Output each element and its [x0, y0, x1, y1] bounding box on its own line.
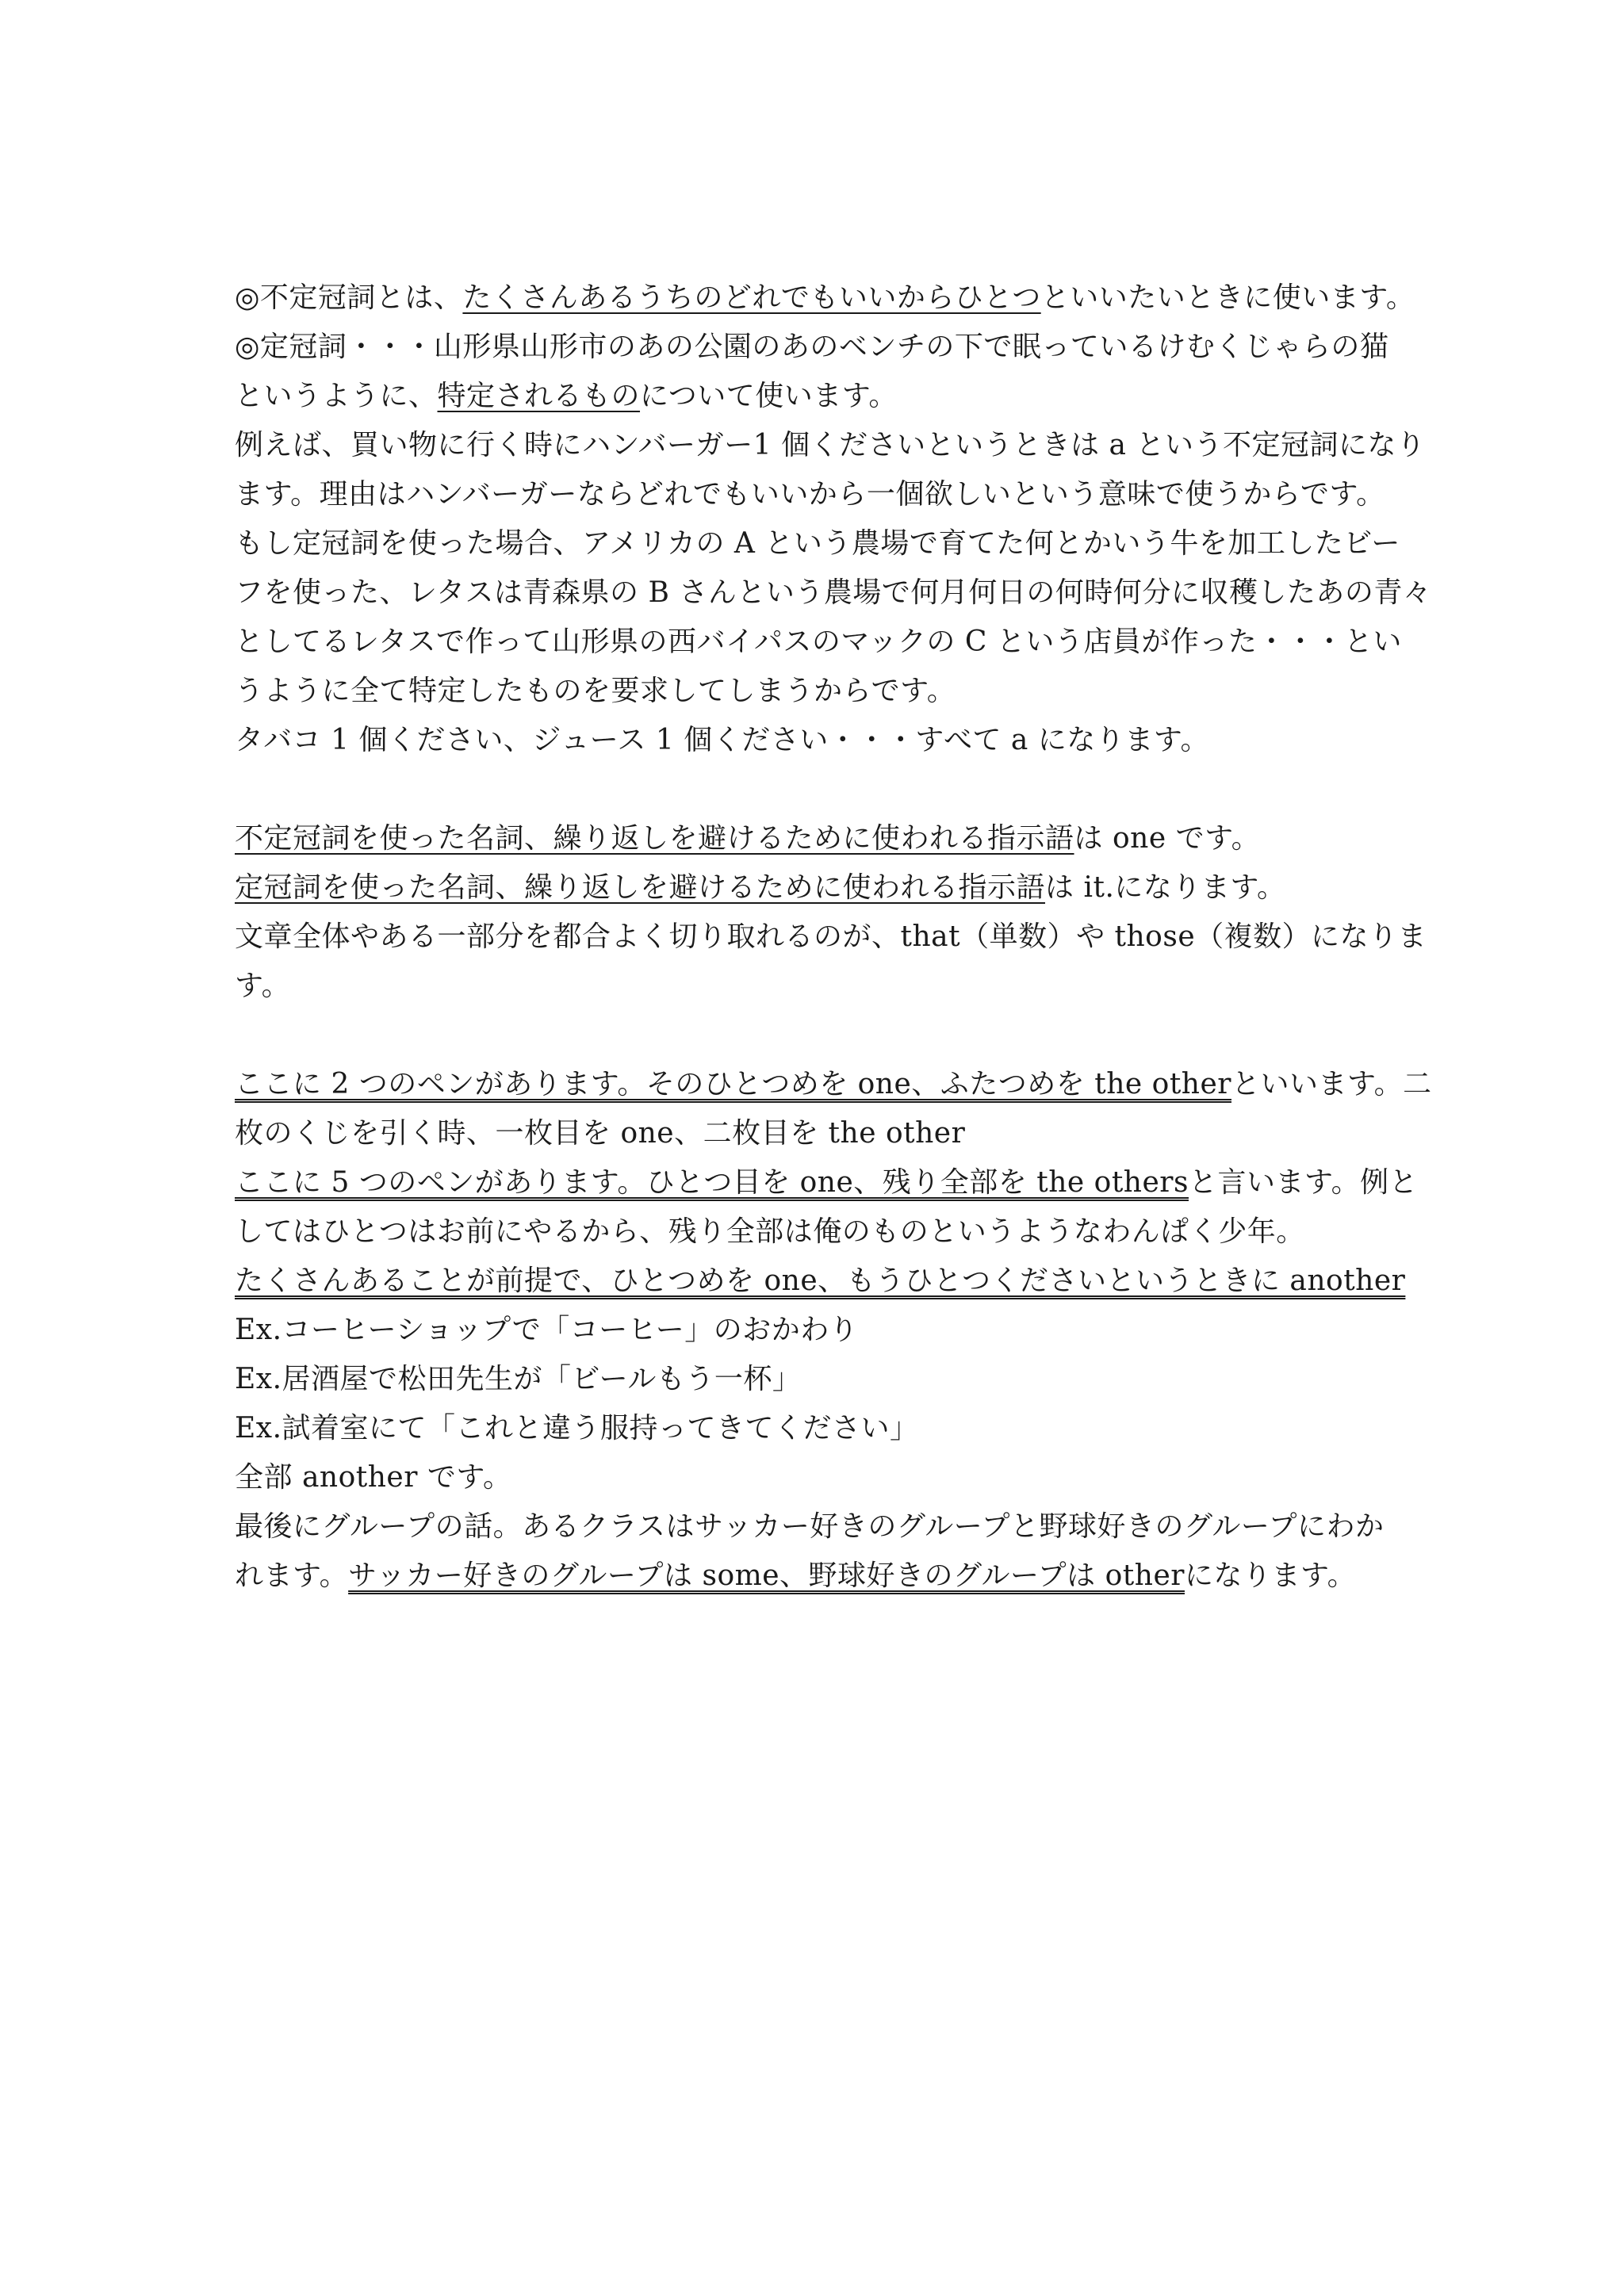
text-line [235, 372, 1408, 421]
text-segment: は it.になります。 [1045, 871, 1286, 904]
underlined-text: 特定されるもの [437, 380, 641, 412]
blank-line [235, 765, 1408, 814]
text-segment: 文章全体やある一部分を都合よく切り取れるのが、that（単数）や those（複数）になりま [235, 920, 1427, 953]
double-underlined-text: サッカー好きのグループは some、野球好きのグループは other [348, 1559, 1185, 1592]
text-line [235, 962, 1408, 1011]
text-line [235, 618, 1408, 667]
text-line [235, 863, 1408, 913]
text-line [235, 913, 1427, 962]
text-segment: といいます。二 [1231, 1068, 1432, 1100]
text-line [235, 323, 1408, 372]
text-segment: ます。理由はハンバーガーならどれでもいいから一個欲しいという意味で使うからです。 [235, 478, 1385, 511]
underlined-text: 定冠詞を使った名詞、繰り返しを避けるために使われる指示語 [235, 871, 1046, 904]
text-line [235, 667, 1408, 716]
text-line [235, 1060, 1432, 1109]
text-segment: 最後にグループの話。あるクラスはサッカー好きのグループと野球好きのグループにわか [235, 1510, 1385, 1543]
text-segment: ◎定冠詞・・・山形県山形市のあの公園のあのベンチの下で眠っているけむくじゃらの猫 [235, 331, 1389, 363]
text-segment: タバコ 1 個ください、ジュース 1 個ください・・・すべて a になります。 [235, 724, 1209, 756]
text-line [235, 1502, 1408, 1552]
blank-line [235, 1011, 1408, 1060]
text-segment: ◎不定冠詞とは、 [235, 281, 463, 314]
double-underlined-text: ここに 2 つのペンがあります。そのひとつめを one、ふたつめを the other [235, 1068, 1231, 1100]
text-segment: Ex.コーヒーショップで「コーヒー」のおかわり [235, 1314, 859, 1346]
text-segment: は one です。 [1074, 822, 1261, 855]
text-segment: うように全て特定したものを要求してしまうからです。 [235, 675, 956, 707]
text-segment: といいたいときに使います。 [1040, 281, 1415, 314]
text-segment: フを使った、レタスは青森県の B さんという農場で何月何日の何時何分に収穫したあの青々 [235, 576, 1432, 609]
text-line [235, 470, 1408, 519]
text-line [235, 1207, 1408, 1257]
text-segment: 枚のくじを引く時、一枚目を one、二枚目を the other [235, 1117, 966, 1150]
double-underlined-text: たくさんあることが前提で、ひとつめを one、もうひとつくださいというときに another [235, 1265, 1406, 1297]
text-line [235, 1158, 1419, 1207]
double-underlined-text: ここに 5 つのペンがあります。ひとつ目を one、残り全部を the others [235, 1166, 1189, 1199]
text-line [235, 1355, 1408, 1404]
text-segment: について使います。 [640, 380, 898, 412]
text-line [235, 1306, 1408, 1355]
text-segment: もし定冠詞を使った場合、アメリカの A という農場で育てた何とかいう牛を加工したビー [235, 527, 1400, 560]
text-line [235, 1109, 1408, 1158]
text-segment: す。 [235, 970, 291, 1002]
text-segment: というように、 [235, 380, 438, 412]
text-line [235, 1552, 1408, 1601]
text-segment: Ex.居酒屋で松田先生が「ビールもう一杯」 [235, 1363, 802, 1395]
text-line [235, 421, 1426, 470]
text-line [235, 568, 1432, 618]
document-body [235, 274, 1432, 1601]
underlined-text: 不定冠詞を使った名詞、繰り返しを避けるために使われる指示語 [235, 822, 1074, 855]
text-segment: してはひとつはお前にやるから、残り全部は俺のものというようなわんぱく少年。 [235, 1215, 1305, 1248]
text-segment: れます。 [235, 1559, 349, 1592]
text-line [235, 1404, 1408, 1453]
text-segment: になります。 [1184, 1559, 1357, 1592]
text-segment: としてるレタスで作って山形県の西バイパスのマックの C という店員が作った・・・とい [235, 626, 1402, 658]
text-segment: と言います。例と [1188, 1166, 1419, 1199]
text-line [235, 1257, 1408, 1306]
text-segment: 例えば、買い物に行く時にハンバーガー1 個くださいというときは a という不定冠詞になり [235, 429, 1426, 461]
text-line [235, 274, 1415, 323]
text-segment: 全部 another です。 [235, 1461, 512, 1494]
text-line [235, 716, 1408, 765]
text-line [235, 1453, 1408, 1502]
underlined-text: たくさんあるうちのどれでもいいからひとつ [462, 281, 1041, 314]
text-line [235, 519, 1408, 568]
text-segment: Ex.試着室にて「これと違う服持ってきてください」 [235, 1412, 919, 1445]
text-line [235, 814, 1408, 863]
